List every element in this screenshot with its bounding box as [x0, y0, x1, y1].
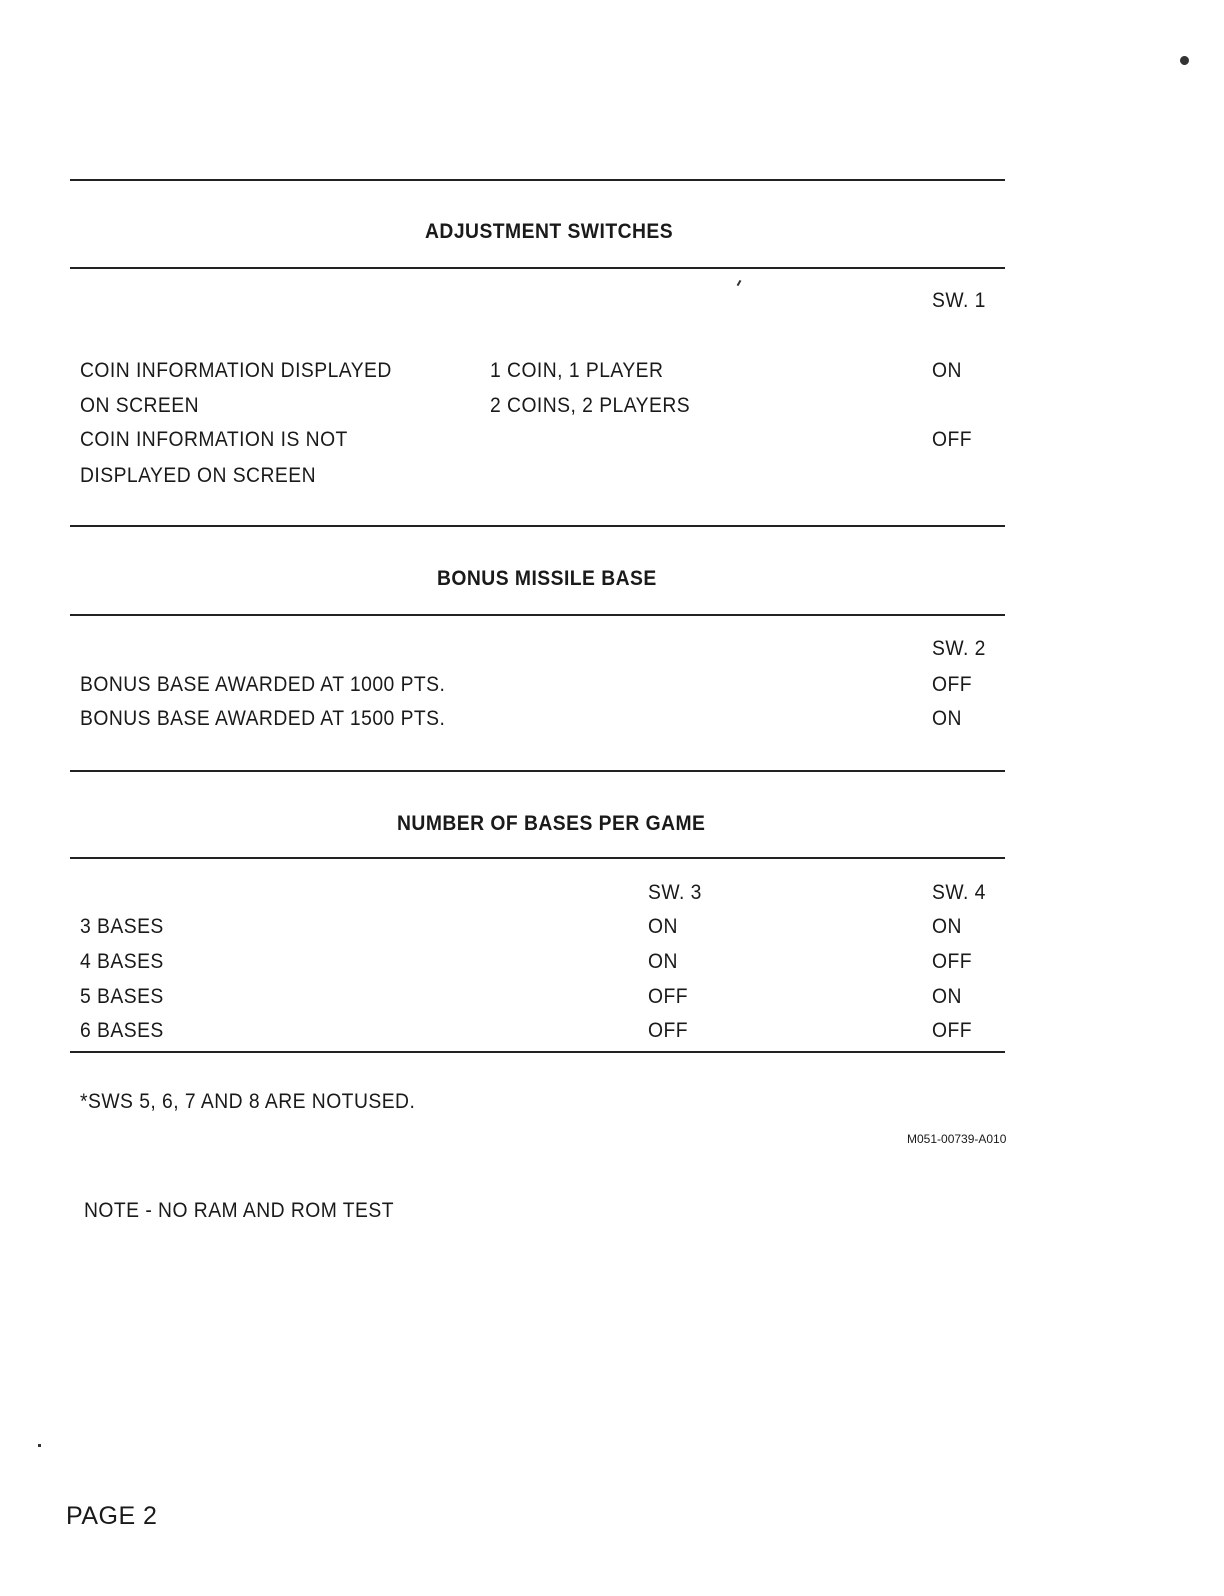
- bonus-1000-sw2-value: OFF: [932, 673, 973, 696]
- coin-pricing-line1: 1 COIN, 1 PLAYER: [490, 359, 664, 382]
- footnote: *SWS 5, 6, 7 AND 8 ARE NOTUSED.: [80, 1090, 416, 1113]
- sw2-column-label: SW. 2: [932, 637, 986, 660]
- adjustment-switches-heading: ADJUSTMENT SWITCHES: [425, 220, 674, 243]
- page-number: PAGE 2: [66, 1502, 158, 1530]
- coin-not-displayed-sw1-value: OFF: [932, 428, 973, 451]
- bonus-1500-label: BONUS BASE AWARDED AT 1500 PTS.: [80, 707, 446, 730]
- section-divider: [70, 857, 1005, 859]
- bases-row-sw4: ON: [932, 985, 962, 1008]
- coin-not-displayed-label-line1: COIN INFORMATION IS NOT: [80, 428, 348, 451]
- bases-row-sw3: ON: [648, 915, 678, 938]
- section-divider: [70, 267, 1005, 269]
- bases-row-sw4: OFF: [932, 1019, 973, 1042]
- section-divider: [70, 1051, 1005, 1053]
- section-divider: [70, 179, 1005, 181]
- coin-displayed-label-line1: COIN INFORMATION DISPLAYED: [80, 359, 392, 382]
- coin-displayed-sw1-value: ON: [932, 359, 962, 382]
- bases-row-label: 5 BASES: [80, 985, 164, 1008]
- bases-row-sw3: ON: [648, 950, 678, 973]
- bases-row-label: 4 BASES: [80, 950, 164, 973]
- bases-per-game-heading: NUMBER OF BASES PER GAME: [397, 812, 706, 835]
- section-divider: [70, 770, 1005, 772]
- sw3-column-label: SW. 3: [648, 881, 702, 904]
- bases-row-sw3: OFF: [648, 985, 689, 1008]
- bases-row-sw4: ON: [932, 915, 962, 938]
- bases-row-sw4: OFF: [932, 950, 973, 973]
- bases-row-label: 3 BASES: [80, 915, 164, 938]
- bonus-1000-label: BONUS BASE AWARDED AT 1000 PTS.: [80, 673, 446, 696]
- document-number: M051-00739-A010: [907, 1132, 1007, 1146]
- coin-displayed-label-line2: ON SCREEN: [80, 394, 200, 417]
- section-divider: [70, 614, 1005, 616]
- note: NOTE - NO RAM AND ROM TEST: [84, 1199, 395, 1222]
- coin-not-displayed-label-line2: DISPLAYED ON SCREEN: [80, 464, 316, 487]
- section-divider: [70, 525, 1005, 527]
- sw4-column-label: SW. 4: [932, 881, 986, 904]
- coin-pricing-line2: 2 COINS, 2 PLAYERS: [490, 394, 691, 417]
- scan-speck: [38, 1444, 41, 1447]
- sw1-column-label: SW. 1: [932, 289, 986, 312]
- bonus-missile-base-heading: BONUS MISSILE BASE: [437, 567, 657, 590]
- bases-row-sw3: OFF: [648, 1019, 689, 1042]
- bases-row-label: 6 BASES: [80, 1019, 164, 1042]
- bonus-1500-sw2-value: ON: [932, 707, 962, 730]
- scan-speck: [737, 280, 742, 286]
- scan-speck: [1178, 54, 1190, 66]
